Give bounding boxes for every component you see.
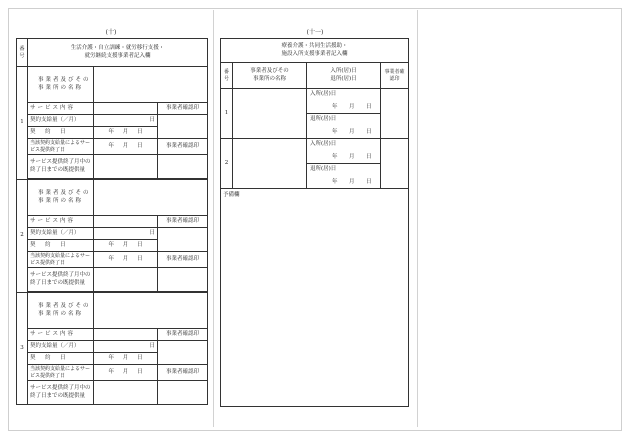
service-content-label: サービス内容 — [28, 216, 94, 228]
contract-amount-row — [17, 115, 208, 127]
dates-header-line-1: 入所(居)日 — [330, 68, 357, 75]
confirm-stamp-label: 事業者確認印 — [158, 103, 208, 115]
contract-amount-row — [17, 228, 208, 240]
year-label: 年 — [108, 368, 114, 375]
contract-date-field[interactable] — [94, 353, 158, 365]
move-out-date-field[interactable] — [307, 114, 381, 139]
provider-name-field[interactable] — [94, 180, 208, 216]
number-header: 番号 — [17, 39, 28, 67]
year-label: 年 — [331, 128, 338, 135]
used-amount-row — [17, 155, 208, 179]
day-label: 日 — [137, 255, 143, 262]
contract-date-field[interactable] — [94, 240, 158, 252]
contract-amount-field[interactable] — [94, 115, 158, 127]
right-entry-row — [221, 139, 409, 164]
move-in-label: 入所(居)日 — [310, 141, 337, 147]
move-in-date-field[interactable] — [307, 89, 381, 114]
notes-label: 予備欄 — [223, 192, 240, 198]
notes-row — [221, 189, 409, 407]
end-date-row — [17, 365, 208, 381]
contract-date-field[interactable] — [94, 127, 158, 139]
page-divider-left — [213, 10, 214, 427]
day-label: 日 — [365, 153, 372, 160]
move-out-label: 退所(居)日 — [310, 166, 337, 172]
contract-amount-label: 契約支給量（／月） — [28, 115, 94, 127]
contract-date-label: 契 約 日 — [28, 240, 94, 252]
left-table-header — [17, 39, 208, 67]
month-label: 月 — [122, 255, 129, 262]
move-out-date-field[interactable] — [307, 164, 381, 189]
confirm-stamp-field[interactable] — [158, 228, 208, 252]
page-number-right: (十一) — [306, 29, 324, 36]
service-end-field[interactable] — [94, 139, 158, 155]
left-title-line-1: 生活介護・自立訓練・就労移行支援・ — [70, 45, 165, 52]
year-label: 年 — [331, 103, 338, 110]
provider-name-label: 事業者及びその 事業所の名称 — [28, 180, 94, 216]
provider-name-field[interactable] — [94, 293, 208, 329]
confirm-stamp-label-2: 事業者確認印 — [158, 365, 208, 381]
confirm-stamp-label: 事業者確認印 — [158, 216, 208, 228]
page-number-left: (十) — [105, 29, 117, 36]
month-label: 月 — [122, 142, 129, 149]
row-number: 1 — [17, 67, 28, 180]
confirm-stamp-label-2: 事業者確認印 — [158, 139, 208, 155]
row-number: 3 — [17, 293, 28, 405]
left-table-title — [28, 39, 208, 67]
day-label: 日 — [365, 178, 372, 185]
move-in-label: 入所(居)日 — [310, 91, 337, 97]
used-amount-row — [17, 381, 208, 405]
service-end-label: 当該契約支給量によるサービス提供終了日 — [28, 252, 94, 268]
day-label: 日 — [365, 128, 372, 135]
page-divider-right — [417, 10, 418, 427]
dates-column-header — [307, 63, 381, 89]
month-label: 月 — [348, 153, 355, 160]
move-in-ymd — [321, 154, 372, 161]
service-end-label: 当該契約支給量によるサービス提供終了日 — [28, 365, 94, 381]
confirm-stamp-field-2[interactable] — [158, 268, 208, 292]
service-content-label: サービス内容 — [28, 329, 94, 341]
move-out-ymd — [321, 129, 372, 136]
confirm-stamp-field[interactable] — [158, 115, 208, 139]
confirm-stamp-label-2: 事業者確認印 — [158, 252, 208, 268]
row-number: 1 — [221, 89, 233, 139]
used-amount-label: サービス提供終了月中の終了日までの既提供量 — [28, 155, 94, 179]
service-row — [17, 216, 208, 228]
left-provider-table — [16, 38, 208, 405]
day-suffix: 日 — [149, 116, 155, 123]
provider-name-field[interactable] — [94, 67, 208, 103]
confirm-column-header: 事業者確認印 — [381, 63, 409, 89]
month-label: 月 — [348, 128, 355, 135]
contract-amount-label: 契約支給量（／月） — [28, 341, 94, 353]
month-label: 月 — [348, 178, 355, 185]
confirm-stamp-label: 事業者確認印 — [158, 329, 208, 341]
service-content-field[interactable] — [94, 329, 158, 341]
move-out-label: 退所(居)日 — [310, 116, 337, 122]
provider-name-label: 事業者及びその 事業所の名称 — [28, 67, 94, 103]
year-label: 年 — [331, 178, 338, 185]
used-amount-label: サービス提供終了月中の終了日までの既提供量 — [28, 268, 94, 292]
contract-amount-field[interactable] — [94, 341, 158, 353]
used-amount-row — [17, 268, 208, 292]
year-label: 年 — [108, 142, 114, 149]
right-table-header — [221, 39, 409, 63]
contract-amount-row — [17, 341, 208, 353]
contract-date-label: 契 約 日 — [28, 127, 94, 139]
provider-row — [17, 293, 208, 329]
confirm-stamp-field-2[interactable] — [158, 381, 208, 405]
right-table-title — [221, 39, 409, 63]
confirm-stamp-field-2[interactable] — [158, 155, 208, 179]
provider-name-field[interactable] — [233, 89, 307, 139]
year-label: 年 — [108, 255, 114, 262]
service-end-field[interactable] — [94, 365, 158, 381]
provider-row — [17, 180, 208, 216]
provider-row — [17, 67, 208, 103]
year-label: 年 — [108, 128, 114, 135]
provider-name-field[interactable] — [233, 139, 307, 189]
month-label: 月 — [122, 128, 129, 135]
year-label: 年 — [108, 354, 114, 361]
day-label: 日 — [137, 128, 143, 135]
day-suffix: 日 — [149, 342, 155, 349]
contract-amount-field[interactable] — [94, 228, 158, 240]
used-amount-field[interactable] — [94, 381, 158, 405]
used-amount-field[interactable] — [94, 155, 158, 179]
day-suffix: 日 — [149, 229, 155, 236]
right-title-line-1: 療養介護・共同生活援助・ — [281, 43, 348, 50]
right-title-line-2: 施設入所支援事業者記入欄 — [281, 50, 348, 57]
service-row — [17, 103, 208, 115]
month-label: 月 — [122, 368, 129, 375]
notes-field[interactable] — [221, 189, 409, 407]
right-provider-table — [220, 38, 409, 407]
service-end-label: 当該契約支給量によるサービス提供終了日 — [28, 139, 94, 155]
day-label: 日 — [137, 354, 143, 361]
row-number: 2 — [221, 139, 233, 189]
contract-date-label: 契 約 日 — [28, 353, 94, 365]
service-content-label: サービス内容 — [28, 103, 94, 115]
dates-header-line-2: 退所(居)日 — [330, 75, 357, 82]
used-amount-field[interactable] — [94, 268, 158, 292]
day-label: 日 — [365, 103, 372, 110]
end-date-row — [17, 139, 208, 155]
left-title-line-2: 就労継続支援事業者記入欄 — [84, 52, 151, 59]
day-label: 日 — [137, 368, 143, 375]
year-label: 年 — [108, 241, 114, 248]
move-in-date-field[interactable] — [307, 139, 381, 164]
move-out-ymd — [321, 179, 372, 186]
confirm-stamp-field[interactable] — [381, 89, 409, 139]
move-in-ymd — [321, 104, 372, 111]
confirm-stamp-field[interactable] — [381, 139, 409, 189]
row-number: 2 — [17, 180, 28, 293]
service-row — [17, 329, 208, 341]
used-amount-label: サービス提供終了月中の終了日までの既提供量 — [28, 381, 94, 405]
year-label: 年 — [331, 153, 338, 160]
contract-amount-label: 契約支給量（／月） — [28, 228, 94, 240]
provider-name-label: 事業者及びその 事業所の名称 — [28, 293, 94, 329]
month-label: 月 — [348, 103, 355, 110]
provider-column-header: 事業者及びその 事業所の名称 — [233, 63, 307, 89]
right-column-headers — [221, 63, 409, 89]
month-label: 月 — [122, 354, 129, 361]
end-date-row — [17, 252, 208, 268]
day-label: 日 — [137, 241, 143, 248]
confirm-stamp-field[interactable] — [158, 341, 208, 365]
service-content-field[interactable] — [94, 103, 158, 115]
month-label: 月 — [122, 241, 129, 248]
number-header: 番号 — [221, 63, 233, 89]
day-label: 日 — [137, 142, 143, 149]
service-content-field[interactable] — [94, 216, 158, 228]
service-end-field[interactable] — [94, 252, 158, 268]
right-entry-row — [221, 89, 409, 114]
